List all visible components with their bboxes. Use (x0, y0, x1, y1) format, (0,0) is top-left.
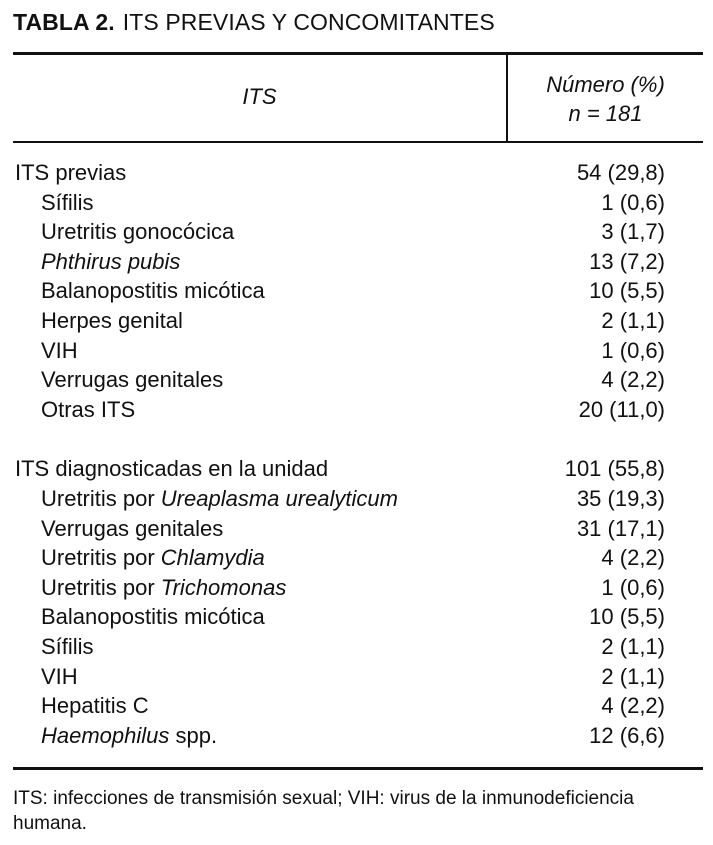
row-label-part: VIH (41, 663, 78, 689)
group-label: ITS previas (15, 160, 127, 185)
row-label (41, 217, 234, 247)
row-label-part: Balanopostitis micótica (41, 604, 265, 630)
table-title (13, 9, 495, 36)
row-value: 1 (0,6) (601, 337, 665, 363)
row-label (41, 188, 94, 218)
table-row (15, 217, 665, 247)
row-label-part: VIH (41, 337, 78, 363)
row-label-part: Sífilis (41, 633, 94, 659)
row-value: 20 (11,0) (578, 396, 665, 422)
table-row (15, 514, 665, 544)
row-label (41, 276, 265, 306)
group-header-row (15, 158, 665, 188)
table-row (15, 573, 665, 603)
table-row (15, 247, 665, 277)
column-header-number-line1: Número (%) (546, 72, 665, 97)
table-caption: ITS PREVIAS Y CONCOMITANTES (122, 9, 495, 35)
table-row (15, 336, 665, 366)
column-header-number (508, 70, 703, 128)
row-label (41, 721, 217, 751)
row-value: 31 (17,1) (576, 515, 665, 541)
table-row (15, 365, 665, 395)
row-label (41, 632, 94, 662)
header-rule (13, 141, 703, 143)
row-value: 12 (6,6) (589, 722, 665, 748)
row-label-part: Haemophilus (41, 722, 170, 748)
column-header-number-line2: n = 181 (568, 101, 643, 126)
row-label (41, 602, 265, 632)
row-label-part: Trichomonas (160, 574, 287, 600)
row-value: 4 (2,2) (601, 545, 665, 571)
table-row (15, 632, 665, 662)
table-row (15, 721, 665, 751)
row-value: 35 (19,3) (576, 485, 665, 511)
row-label-part: Phthirus pubis (41, 248, 181, 274)
table-row (15, 543, 665, 573)
table-row (15, 662, 665, 692)
row-label (41, 691, 149, 721)
row-label-part: Hepatitis C (41, 693, 149, 719)
row-value: 1 (0,6) (601, 574, 665, 600)
row-value: 13 (7,2) (589, 248, 665, 274)
table-number: TABLA 2. (13, 9, 115, 35)
row-label-part: Sífilis (41, 189, 94, 215)
column-header-its: ITS (242, 84, 277, 109)
row-value: 2 (1,1) (601, 663, 665, 689)
row-label-part: Verrugas genitales (41, 515, 224, 541)
row-label-part: Uretritis gonocócica (41, 219, 235, 245)
row-label (41, 484, 398, 514)
table-row (15, 188, 665, 218)
row-value: 10 (5,5) (589, 604, 665, 630)
table-row (15, 602, 665, 632)
row-label-part: Otras ITS (41, 396, 136, 422)
row-label-part: Verrugas genitales (41, 367, 224, 393)
table-row (15, 276, 665, 306)
group-value: 54 (29,8) (576, 160, 665, 185)
row-label-part: Balanopostitis micótica (41, 278, 265, 304)
row-label-part: spp. (169, 722, 218, 748)
row-value: 2 (1,1) (601, 307, 665, 333)
row-label (41, 306, 183, 336)
row-label (41, 395, 135, 425)
bottom-rule (13, 767, 703, 770)
row-label-part: Herpes genital (41, 307, 183, 333)
row-value: 3 (1,7) (601, 219, 665, 245)
table-row (15, 306, 665, 336)
row-label (41, 662, 78, 692)
row-label-part: Uretritis por (41, 574, 161, 600)
top-rule (13, 52, 703, 55)
row-label-part: Ureaplasma urealyticum (160, 485, 398, 511)
row-label (41, 365, 223, 395)
group-header-row (15, 454, 665, 484)
row-label-part: Uretritis por (41, 485, 161, 511)
row-label-part: Uretritis por (41, 545, 161, 571)
row-value: 4 (2,2) (601, 693, 665, 719)
table-row (15, 395, 665, 425)
group-label: ITS diagnosticadas en la unidad (15, 456, 329, 482)
row-label (41, 336, 78, 366)
group-spacer (15, 424, 665, 454)
row-value: 2 (1,1) (601, 633, 665, 659)
row-label (41, 247, 180, 277)
row-label (41, 543, 265, 573)
table-body (15, 158, 665, 750)
group-value: 101 (55,8) (564, 456, 665, 482)
row-label (41, 514, 223, 544)
row-value: 4 (2,2) (601, 367, 665, 393)
table-row (15, 691, 665, 721)
row-label (41, 573, 286, 603)
row-value: 1 (0,6) (601, 189, 665, 215)
table-row (15, 484, 665, 514)
row-label-part: Chlamydia (160, 545, 265, 571)
row-value: 10 (5,5) (589, 278, 665, 304)
table-footnote: ITS: infecciones de transmisión sexual; VIH: virus de la inmunodeficiencia humana. (13, 788, 634, 834)
